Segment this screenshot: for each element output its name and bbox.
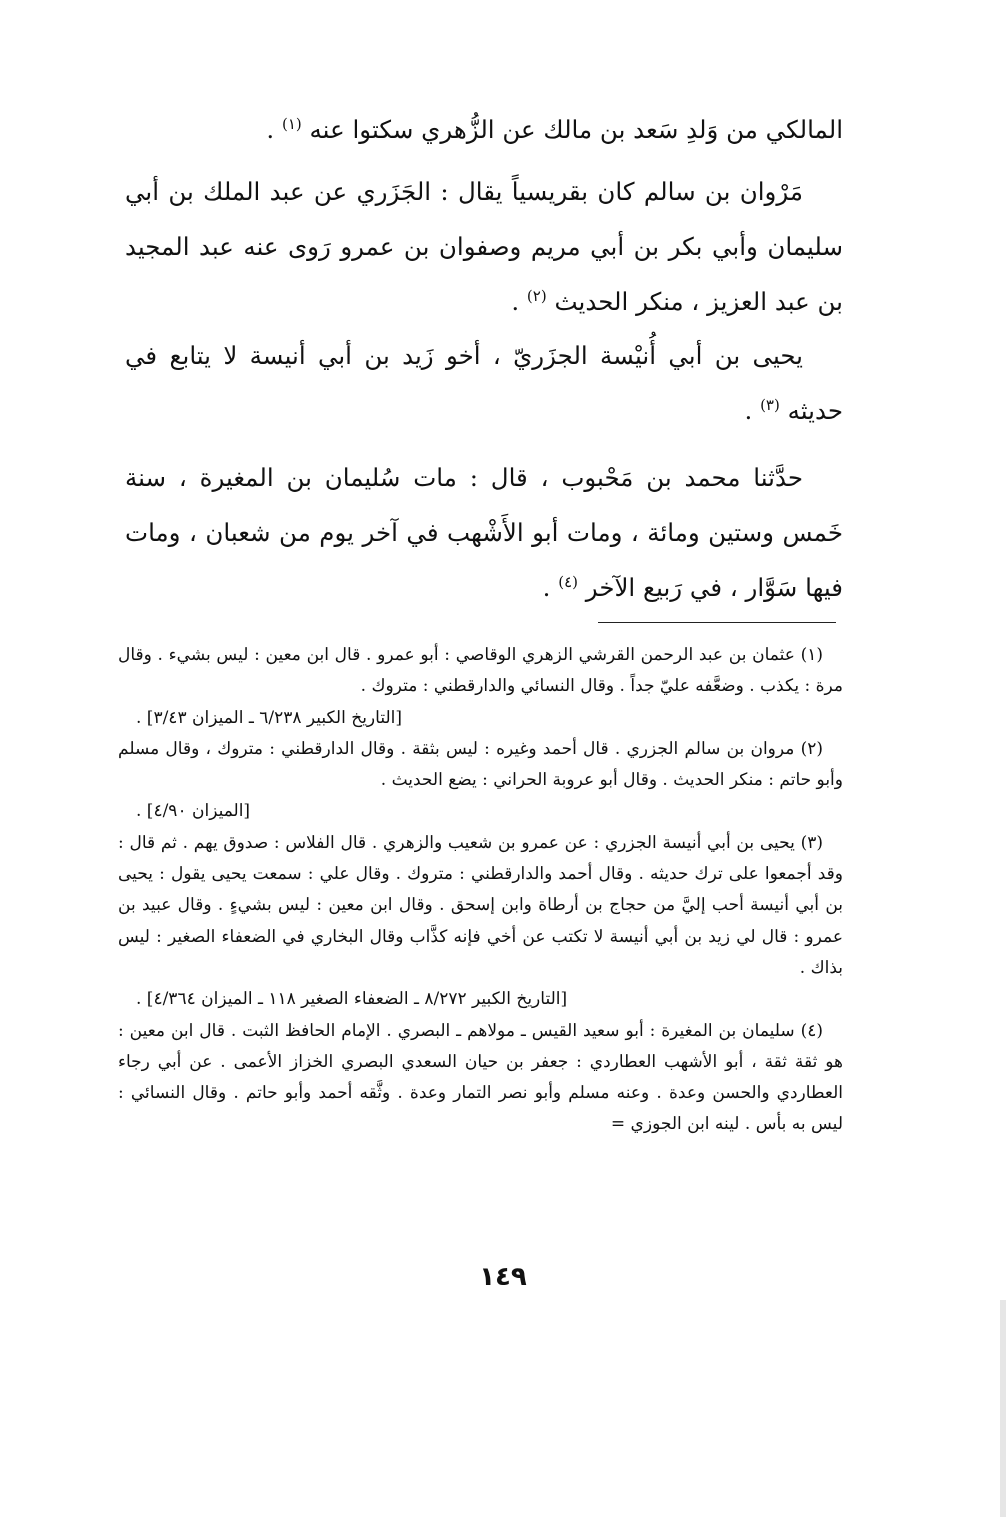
footnote-text: (٣) يحيى بن أبي أنيسة الجزري : عن عمرو بن شعيب والزهري . قال الفلاس : صدوق يهم . ثم قال : وقد أجمعوا على ترك حديثه . وقال أحمد والدارقطني : متروك . وقال علي : سمعت يحيى يقول : يحيى بن أبي أنيسة أحب إليَّ من حجاج بن أرطاة وابن إسحق . وقال ابن معين : ليس بشيءٍ . وقال عبيد بن عمرو : قال لي زيد بن أبي أنيسة لا تكتب عن أخي فإنه كذَّاب وقال البخاري في الضعفاء الصغير : ليس بذاك . (118, 832, 843, 978)
footnote-citation: [التاريخ الكبير ٦/٢٣٨ ـ الميزان ٣/٤٣] . (136, 707, 402, 728)
footnote-ref: (١) (281, 114, 302, 133)
scan-edge-shade (1000, 1300, 1006, 1517)
paragraph-3 (125, 328, 843, 438)
paragraph-4 (125, 450, 843, 615)
paragraph-end: . (266, 115, 282, 144)
paragraph-end: . (542, 573, 559, 602)
footnote-citation: [التاريخ الكبير ٨/٢٧٢ ـ الضعفاء الصغير ١١٨ ـ الميزان ٤/٣٦٤] . (136, 989, 568, 1010)
footnote-1 (118, 640, 843, 734)
footnotes (118, 640, 843, 1141)
paragraph-text: يحيى بن أبي أُنيْسة الجزَريّ ، أخو زَيد بن أبي أنيسة لا يتابع في حديثه (125, 341, 843, 425)
footnote-citation: [الميزان ٤/٩٠] . (136, 801, 251, 822)
footnote-ref: (٤) (558, 572, 578, 591)
footnote-ref: (٣) (760, 395, 780, 414)
paragraph-text: المالكي من وَلدِ سَعد بن مالك عن الزُّهري سكتوا عنه (309, 115, 843, 144)
footnote-divider (598, 622, 836, 623)
paragraph-end: . (744, 396, 761, 425)
page-number: ١٤٩ (479, 1262, 527, 1292)
paragraph-2 (125, 164, 843, 329)
footnote-text: (٤) سليمان بن المغيرة : أبو سعيد القيس ـ مولاهم ـ البصري . الإمام الحافظ الثبت . قال ابن معين : هو ثقة ثقة ، أبو الأشهب العطاردي : جعفر بن حيان السعدي البصري الخزاز الأعمى . عن أبي رجاء العطاردي والحسن وعدة . وعنه مسلم وأبو نصر التمار وعدة . وثَّقه أحمد وأبو حاتم . وقال النسائي : ليس به بأس . لينه ابن الجوزي = (118, 1020, 843, 1135)
main-text (125, 0, 843, 610)
paragraph-text: مَرْوان بن سالم كان بقريسياً يقال : الجَزَري عن عبد الملك بن أبي سليمان وأبي بكر بن أبي مريم وصفوان بن عمرو رَوى عنه عبد المجيد بن عبد العزيز ، منكر الحديث (125, 177, 843, 316)
footnote-4 (118, 1016, 843, 1141)
footnote-ref: (٢) (526, 286, 547, 305)
footnote-text: (١) عثمان بن عبد الرحمن القرشي الزهري الوقاصي : أبو عمرو . قال ابن معين : ليس بشيء . وقال مرة : يكذب . وضعَّفه عليّ جداً . وقال النسائي والدارقطني : متروك . (118, 645, 843, 697)
paragraph-end: . (511, 287, 527, 316)
paragraph-1 (125, 102, 843, 157)
footnote-3 (118, 828, 843, 1016)
paragraph-text: حدَّثنا محمد بن مَحْبوب ، قال : مات سُليمان بن المغيرة ، سنة خَمس وستين ومائة ، ومات أبو الأَشْهب في آخر يوم من شعبان ، ومات فيها سَوَّار ، في رَبيع الآخر (125, 463, 843, 602)
footnote-text: (٢) مروان بن سالم الجزري . قال أحمد وغيره : ليس بثقة . وقال الدارقطني : متروك ، وقال مسلم وأبو حاتم : منكر الحديث . وقال أبو عروبة الحراني : يضع الحديث . (118, 738, 843, 791)
footnote-2 (118, 734, 843, 828)
